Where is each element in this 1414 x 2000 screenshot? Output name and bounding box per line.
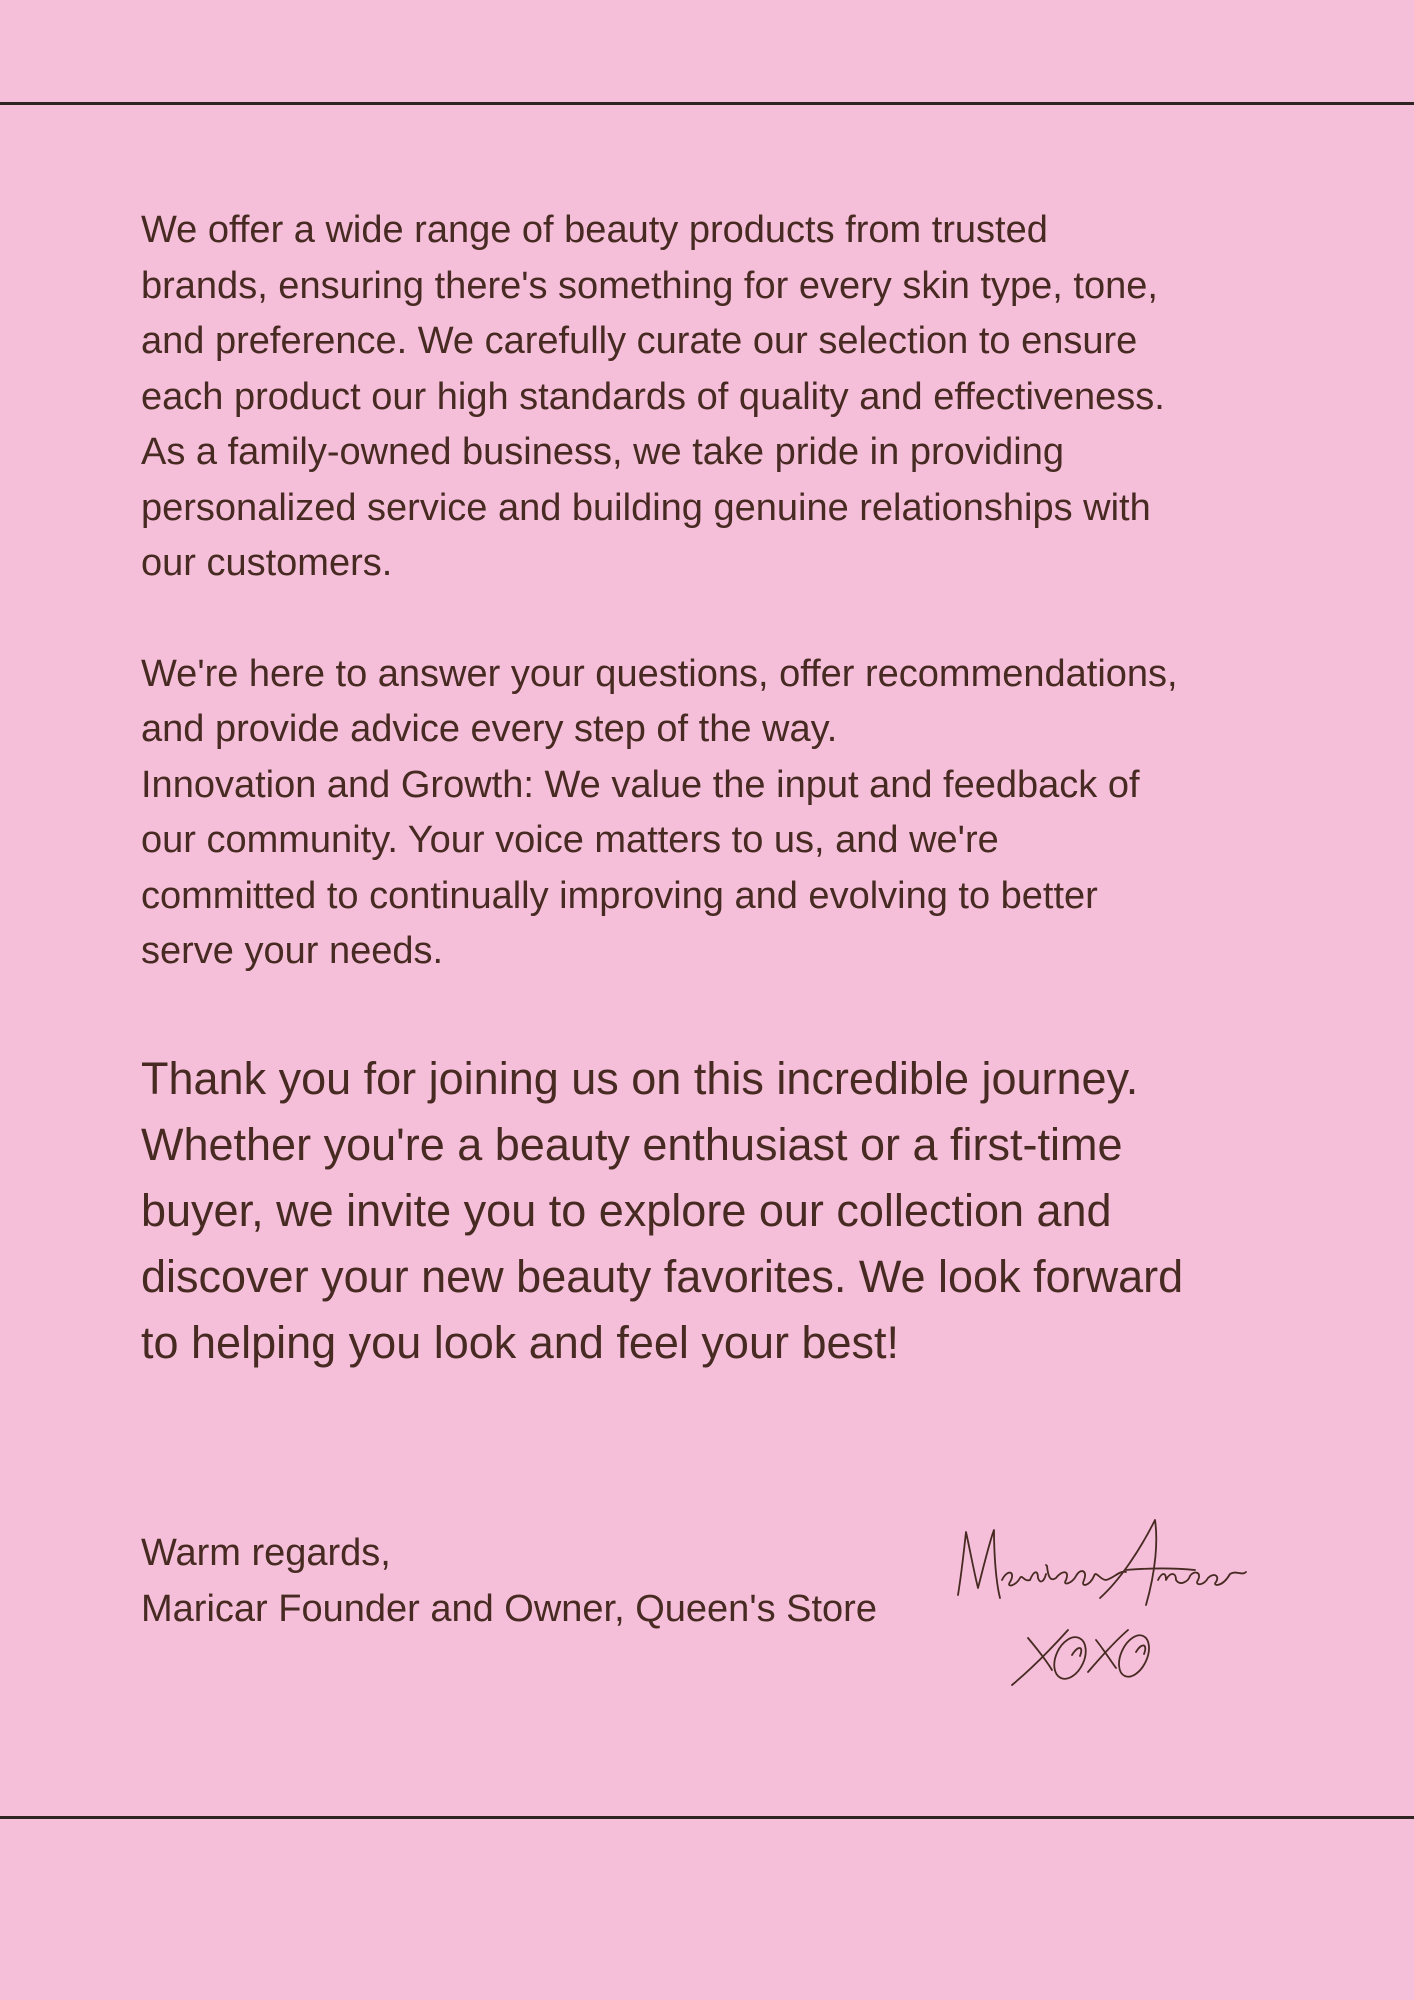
bottom-divider — [0, 1816, 1414, 1819]
closing-block — [141, 1526, 877, 1637]
top-divider — [0, 102, 1414, 105]
sender-name: Maricar Founder and Owner, Queen's Store — [141, 1587, 877, 1630]
paragraph-support: We're here to answer your questions, offer recommendations, and provide advice every step of the way. Innovation and Growth: We value the input and feedback of our community. Your voice matters to us, and we're committed to continually improving and evolving to better serve your needs. — [141, 652, 1178, 972]
paragraph-products: We offer a wide range of beauty products from trusted brands, ensuring there's something for every skin type, tone, and preference. We carefully curate our selection to ensure each product our high standards of quality and effectiveness. As a family-owned business, we take pride in providing personalized service and building genuine relationships with our customers. — [141, 209, 1165, 584]
letter-body — [141, 203, 1281, 1368]
handwritten-signature — [950, 1510, 1270, 1700]
closing-salutation: Warm regards, — [141, 1532, 391, 1574]
paragraph-thank-you: Thank you for joining us on this incredible journey. Whether you're a beauty enthusiast or a first-time buyer, we invite you to explore our collection and discover your new beauty favorites. We look forward to helping you look and feel your best! — [141, 1053, 1184, 1368]
